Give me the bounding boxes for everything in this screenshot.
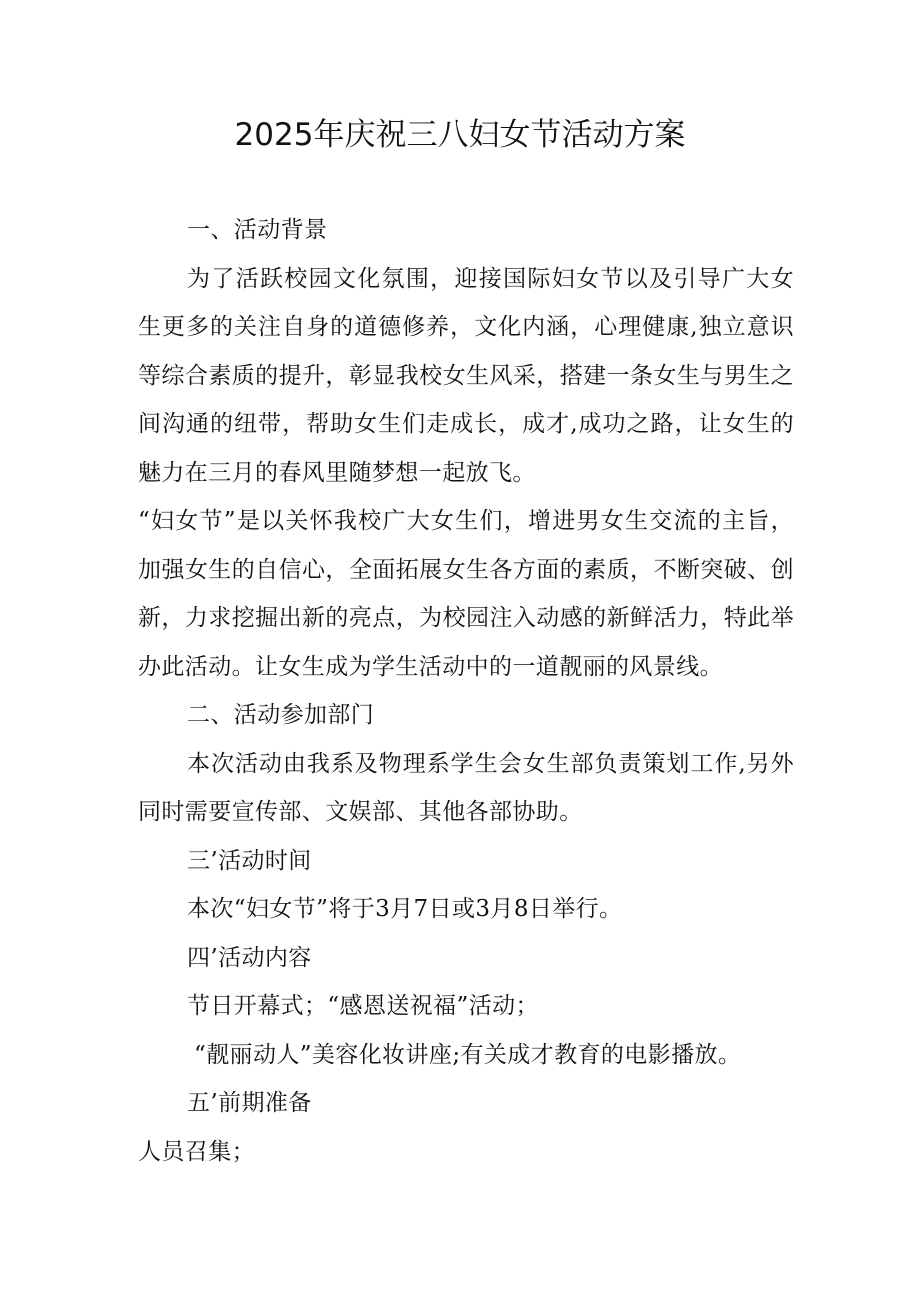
paragraph-purpose: “妇女节”是以关怀我校广大女生们，增进男女生交流的主旨，加强女生的自信心，全面拓展女生各方面的素质，不断突破、创新，力求挖掘出新的亮点，为校园注入动感的新鲜活力，特此举办此活动。让女生成为学生活动中的一道靓丽的风景线。 [138,508,794,680]
paragraph-departments: 本次活动由我系及物理系学生会女生部负责策划工作,另外同时需要宣传部、文娱部、其他各部协助。 [138,750,794,825]
section-heading-departments: 二、活动参加部门 [187,702,375,728]
paragraph-preparation-item-1: 人员召集； [138,1138,255,1165]
document-title: 2025年庆祝三八妇女节活动方案 [234,117,686,153]
section-heading-time: 三’活动时间 [187,847,312,874]
section-heading-content: 四’活动内容 [187,944,312,971]
paragraph-content-item-2: “靓丽动人”美容化妆讲座;有关成才教育的电影播放。 [194,1041,742,1068]
document-body [138,206,794,1176]
paragraph-background: 为了活跃校园文化氛围，迎接国际妇女节以及引导广大女生更多的关注自身的道德修养，文化内涵，心理健康,独立意识等综合素质的提升，彰显我校女生风采，搭建一条女生与男生之间沟通的纽带，帮助女生们走成长，成才,成功之路，让女生的魅力在三月的春风里随梦想一起放飞。 [138,265,794,486]
paragraph-time: 本次“妇女节”将于3月7日或3月8日举行。 [187,896,623,922]
paragraph-content-item-1: 节日开幕式；“感恩送祝福”活动； [187,993,539,1019]
section-heading-background: 一、活动背景 [187,217,328,243]
section-heading-preparation: 五’前期准备 [187,1090,312,1116]
